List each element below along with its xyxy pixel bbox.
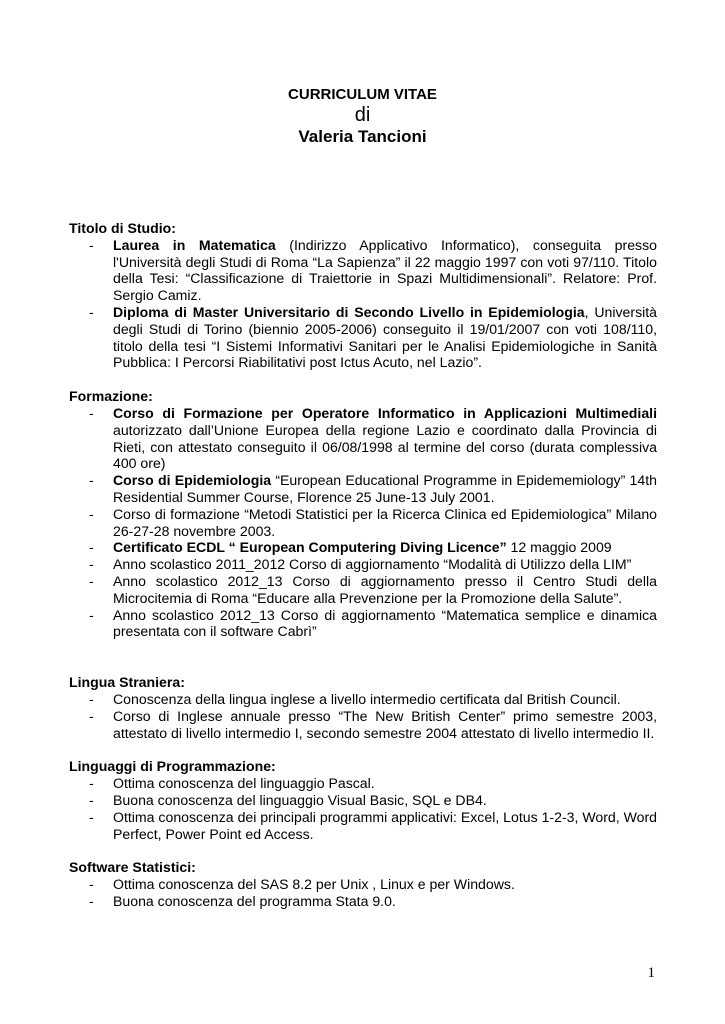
dash-bullet-icon: -	[89, 707, 94, 724]
list-item	[69, 556, 657, 573]
dash-bullet-icon: -	[89, 303, 94, 320]
item-text: Anno scolastico 2012_13 Corso di aggiornamento “Matematica semplice e dinamica presentata con il software Cabrì”	[113, 606, 657, 640]
list-item	[69, 893, 657, 910]
list-item	[69, 876, 657, 893]
dash-bullet-icon: -	[89, 539, 94, 556]
item-bold-text: Corso di Formazione per Operatore Informatico in Applicazioni Multimediali	[113, 404, 657, 421]
section-spacer	[69, 640, 657, 674]
item-text: autorizzato dall’Unione Europea della regione Lazio e coordinato dalla Provincia di Rieti, con attestato conseguito il 06/08/1998 al termine del corso (durata complessiva 400 ore)	[113, 421, 657, 472]
item-text: Ottima conoscenza del linguaggio Pascal.	[113, 775, 375, 792]
dash-bullet-icon: -	[89, 572, 94, 589]
page-number: 1	[647, 965, 655, 981]
dash-bullet-icon: -	[89, 775, 94, 792]
item-bold-text: Certificato ECDL “ European Computering Diving Licence”	[113, 539, 507, 556]
item-text: Corso di formazione “Metodi Statistici per la Ricerca Clinica ed Epidemiologica” Milano 26-27-28 novembre 2003.	[113, 505, 657, 539]
dash-bullet-icon: -	[89, 236, 94, 253]
title-connector: di	[354, 104, 371, 126]
section-spacer	[69, 842, 657, 859]
list-item	[69, 506, 657, 540]
dash-bullet-icon: -	[89, 808, 94, 825]
list-item	[69, 405, 657, 472]
dash-bullet-icon: -	[89, 791, 94, 808]
section-title: Lingua Straniera:	[69, 674, 185, 691]
section-spacer	[69, 371, 657, 388]
item-bold-text: Corso di Epidemiologia	[113, 472, 272, 489]
list-item	[69, 607, 657, 641]
list-item	[69, 573, 657, 607]
title-block	[0, 86, 725, 148]
item-text: Conoscenza della lingua inglese a livello intermedio certificata dal British Council.	[113, 690, 621, 707]
item-bold-text: Diploma di Master Universitario di Secondo Livello in Epidemiologia	[113, 303, 585, 320]
author-name: Valeria Tancioni	[298, 127, 427, 146]
cv-content	[69, 220, 657, 910]
item-text: , Università degli Studi di Torino (biennio 2005-2006) conseguito il 19/01/2007 con voti 108/110, titolo della tesi “I Sistemi Informativi Sanitari per le Analisi Epidemiologiche in Sanità Pubblica: I Percorsi Riabilitativi post Ictus Acuto, nel Lazio”.	[113, 303, 657, 371]
list-item	[69, 539, 657, 556]
list-item	[69, 691, 657, 708]
item-text: “European Educational Programme in Epidememiology” 14th Residential Summer Course, Florence 25 June-13 July 2001.	[113, 472, 657, 505]
item-text: Anno scolastico 2012_13 Corso di aggiornamento presso il Centro Studi della Microcitemia di Roma “Educare alla Prevenzione per la Promozione della Salute”.	[113, 572, 657, 606]
dash-bullet-icon: -	[89, 472, 94, 489]
dash-bullet-icon: -	[89, 606, 94, 623]
list-item	[69, 792, 657, 809]
section-spacer	[69, 741, 657, 758]
item-text: 12 maggio 2009	[506, 539, 612, 556]
section-title: Linguaggi di Programmazione:	[69, 758, 276, 775]
cv-section	[69, 220, 657, 371]
section-list	[69, 405, 657, 640]
section-list	[69, 775, 657, 842]
list-item	[69, 237, 657, 304]
section-title: Software Statistici:	[69, 859, 196, 876]
dash-bullet-icon: -	[89, 876, 94, 893]
cv-section	[69, 388, 657, 640]
item-text: Corso di Inglese annuale presso “The New British Center” primo semestre 2003, attestato di livello intermedio I, secondo semestre 2004 attestato di livello intermedio II.	[113, 707, 657, 741]
dash-bullet-icon: -	[89, 505, 94, 522]
item-text: Ottima conoscenza dei principali programmi applicativi: Excel, Lotus 1-2-3, Word, Word Perfect, Power Point ed Access.	[113, 808, 657, 842]
item-text: (Indirizzo Applicativo Informatico), conseguita presso l'Università degli Studi di Roma “La Sapienza” il 22 maggio 1997 con voti 97/110. Titolo della Tesi: “Classificazione di Traiettorie in Spazi Multidimensionali”. Relatore: Prof. Sergio Camiz.	[113, 236, 657, 304]
section-title: Formazione:	[69, 388, 153, 405]
dash-bullet-icon: -	[89, 404, 94, 421]
section-list	[69, 876, 657, 910]
list-item	[69, 809, 657, 843]
list-item	[69, 304, 657, 371]
list-item	[69, 775, 657, 792]
dash-bullet-icon: -	[89, 892, 94, 909]
cv-section	[69, 859, 657, 909]
list-item	[69, 708, 657, 742]
item-bold-text: Laurea in Matematica	[113, 236, 276, 253]
cv-section	[69, 758, 657, 842]
cv-section	[69, 674, 657, 741]
section-list	[69, 237, 657, 371]
item-text: Buona conoscenza del linguaggio Visual Basic, SQL e DB4.	[113, 791, 487, 808]
list-item	[69, 472, 657, 506]
section-list	[69, 691, 657, 741]
document-title: CURRICULUM VITAE	[288, 86, 437, 103]
dash-bullet-icon: -	[89, 690, 94, 707]
dash-bullet-icon: -	[89, 556, 94, 573]
item-text: Ottima conoscenza del SAS 8.2 per Unix , Linux e per Windows.	[113, 876, 515, 893]
item-text: Buona conoscenza del programma Stata 9.0.	[113, 892, 396, 909]
section-title: Titolo di Studio:	[69, 220, 176, 236]
item-text: Anno scolastico 2011_2012 Corso di aggiornamento “Modalità di Utilizzo della LIM”	[113, 556, 632, 573]
